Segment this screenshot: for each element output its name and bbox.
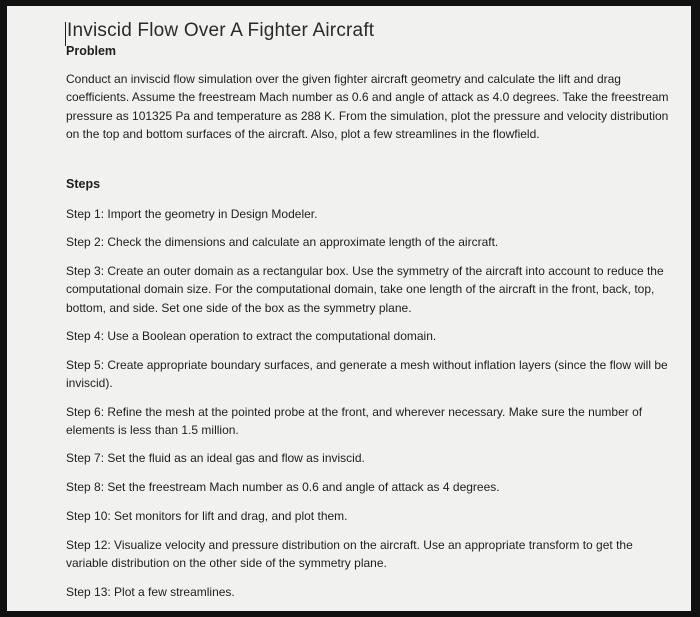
problem-heading: Problem	[66, 44, 117, 58]
step-12: Step 12: Visualize velocity and pressure distribution on the aircraft. Use an appropriate transform to get the variable distribution on the other side of the symmetry plane.	[66, 538, 633, 571]
text-cursor	[65, 22, 66, 46]
steps-heading: Steps	[66, 177, 101, 191]
step-1: Step 1: Import the geometry in Design Modeler.	[66, 207, 318, 221]
document-title: Inviscid Flow Over A Fighter Aircraft	[67, 20, 375, 41]
step-8: Step 8: Set the freestream Mach number as 0.6 and angle of attack as 4 degrees.	[66, 480, 500, 494]
step-13: Step 13: Plot a few streamlines.	[66, 585, 235, 599]
step-5: Step 5: Create appropriate boundary surfaces, and generate a mesh without inflation layers (since the flow will be inviscid).	[66, 358, 668, 391]
document-page	[7, 6, 691, 611]
step-2: Step 2: Check the dimensions and calculate an approximate length of the aircraft.	[66, 235, 499, 249]
step-7: Step 7: Set the fluid as an ideal gas and flow as inviscid.	[66, 451, 365, 465]
problem-paragraph: Conduct an inviscid flow simulation over the given fighter aircraft geometry and calculate the lift and drag coefficients. Assume the freestream Mach number as 0.6 and angle of attack as 4.0 degrees. Take the freestream pressure as 101325 Pa and temperature as 288 K. From the simulation, plot the pressure and velocity distribution on the top and bottom surfaces of the aircraft. Also, plot a few streamlines in the flowfield.	[66, 72, 669, 141]
step-10: Step 10: Set monitors for lift and drag, and plot them.	[66, 509, 348, 523]
step-6: Step 6: Refine the mesh at the pointed probe at the front, and wherever necessary. Make sure the number of elements is less than 1.5 million.	[66, 405, 643, 438]
step-4: Step 4: Use a Boolean operation to extract the computational domain.	[66, 329, 437, 343]
step-3: Step 3: Create an outer domain as a rectangular box. Use the symmetry of the aircraft into account to reduce the computational domain size. For the computational domain, take one length of the aircraft in the front, back, top, bottom, and side. Set one side of the box as the symmetry plane.	[66, 264, 664, 315]
